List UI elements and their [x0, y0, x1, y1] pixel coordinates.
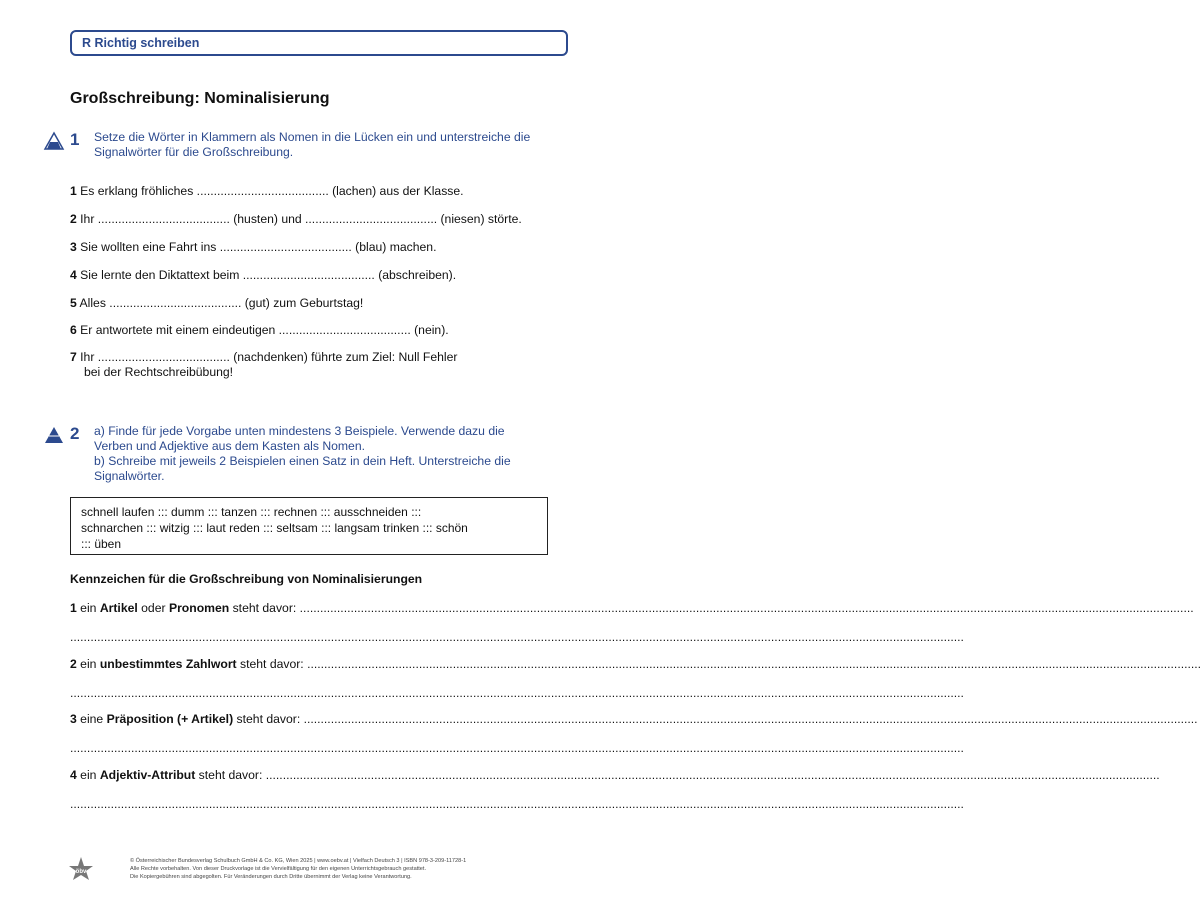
difficulty-triangle-full-icon: [44, 426, 64, 444]
word-box: schnell laufen ::: dumm ::: tanzen ::: rechnen ::: ausschneiden ::: schnarchen ::: witzig ::: laut reden ::: seltsam ::: langsam trinken ::: schön ::: üben: [70, 497, 548, 555]
answer-line-4[interactable]: ........................................................................................................................................................................................................................................................................: [70, 797, 964, 811]
footer-copyright: © Österreichischer Bundesverlag Schulbuch GmbH & Co. KG, Wien 2025 | www.oebv.at | Vielfach Deutsch 3 | ISBN 978-3-209-11728-1 Alle Rechte vorbehalten. Von dieser Druckvorlage ist die Vervielfältigung für den eigenen Unterrichtsgebrauch gestattet. Die Kopiergebühren sind abgegolten. Für Veränderungen durch Dritte übernimmt der Verlag keine Verantwortung.: [130, 858, 467, 880]
answer-line-1[interactable]: ........................................................................................................................................................................................................................................................................: [70, 630, 964, 644]
exercise-item-3: 3 Sie wollten eine Fahrt ins ....................................... (blau) machen.: [70, 240, 437, 254]
answer-line-2[interactable]: ........................................................................................................................................................................................................................................................................: [70, 686, 964, 700]
exercise-item-4: 4 Sie lernte den Diktattext beim ....................................... (abschreiben).: [70, 268, 457, 282]
task-1-header: [44, 130, 530, 160]
task-1-number: 1: [70, 130, 80, 149]
page-title: Großschreibung: Nominalisierung: [70, 90, 330, 107]
exercise-item-7: 7 Ihr ....................................... (nachdenken) führte zum Ziel: Null Fehler bei der Rechtschreibübung!: [70, 350, 458, 379]
criteria-item-1: 1 ein Artikel oder Pronomen steht davor: ........................................................................................................................................................................................................................................................................: [70, 601, 1194, 615]
difficulty-triangle-icon: [44, 132, 64, 150]
exercise-item-2: 2 Ihr ....................................... (husten) und ....................................... (niesen) störte.: [70, 212, 522, 226]
criteria-item-4: 4 ein Adjektiv-Attribut steht davor: ........................................................................................................................................................................................................................................................................: [70, 768, 1160, 782]
section-header-label: R Richtig schreiben: [82, 36, 200, 50]
exercise-item-6: 6 Er antwortete mit einem eindeutigen ....................................... (nein).: [70, 323, 449, 337]
exercise-item-1: 1 Es erklang fröhliches ....................................... (lachen) aus der Klasse.: [70, 184, 464, 198]
publisher-logo-icon: [68, 856, 94, 882]
criteria-item-2: 2 ein unbestimmtes Zahlwort steht davor: ........................................................................................................................................................................................................................................................................: [70, 657, 1201, 671]
task-1-instruction: Setze die Wörter in Klammern als Nomen in die Lücken ein und unterstreiche die Signalwörter für die Großschreibung.: [94, 130, 531, 159]
answer-line-3[interactable]: ........................................................................................................................................................................................................................................................................: [70, 741, 964, 755]
svg-text:öbv: öbv: [75, 869, 87, 875]
section-header: [70, 30, 568, 56]
exercise-item-5: 5 Alles ....................................... (gut) zum Geburtstag!: [70, 296, 364, 310]
task-2-number: 2: [70, 424, 80, 443]
criteria-title: Kennzeichen für die Großschreibung von Nominalisierungen: [70, 572, 423, 586]
task-2-instruction: a) Finde für jede Vorgabe unten mindestens 3 Beispiele. Verwende dazu die Verben und Adjektive aus dem Kasten als Nomen. b) Schreibe mit jeweils 2 Beispielen einen Satz in dein Heft. Unterstreiche die Signalwörter.: [94, 424, 511, 483]
criteria-item-3: 3 eine Präposition (+ Artikel) steht davor: ........................................................................................................................................................................................................................................................................: [70, 712, 1198, 726]
task-2-header: [44, 424, 511, 484]
